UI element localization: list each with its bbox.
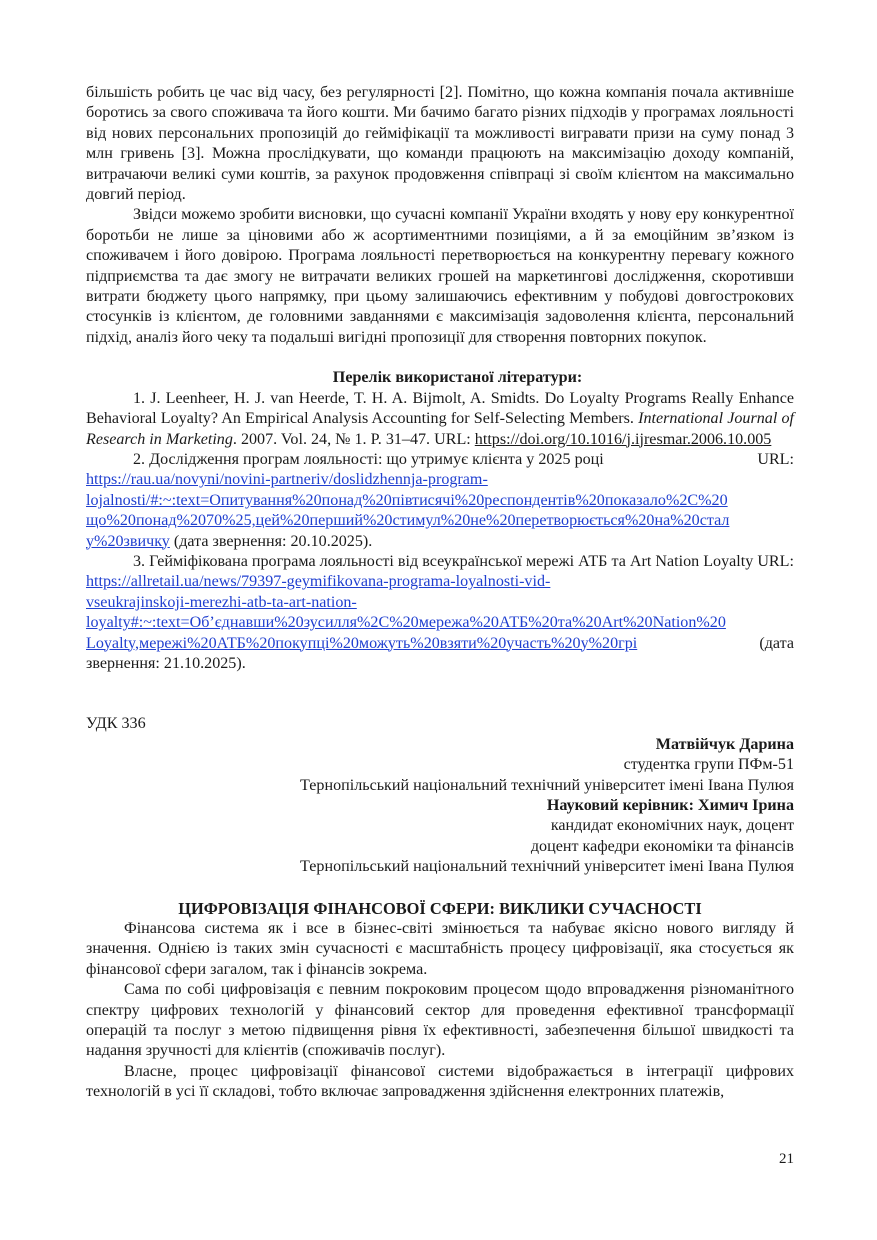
body-paragraph: Сама по собі цифровізація є певним покроковим процесом щодо впровадження різноманітного спектру цифрових технологій у фінансовий сектор для проведення ефективної трансформації операцій та послуг з метою підвищення рівня їх ефективності, забезпечення більшої швидкості та надання зручності для клієнтів (споживачів послуг). [86, 981, 794, 1060]
body-paragraph: Фінансова система як і все в бізнес-світі змінюється та набуває якісно нового вигляду й значення. Однією із таких змін сучасності є масштабність процесу цифровізації, яка стосується як фінансової сфери загалом, так і фінансів зокрема. [86, 920, 794, 978]
reference-text: 1. J. Leenheer, H. J. van Heerde, T. H. A. Bijmolt, A. Smidts. Do Loyalty Programs Really Enhance Behavioral Loyalty? An Empirical Analysis Accounting for Self-Selecting Members. [86, 389, 794, 428]
article-title: ЦИФРОВІЗАЦІЯ ФІНАНСОВОЇ СФЕРИ: ВИКЛИКИ СУЧАСНОСТІ [178, 898, 702, 918]
udc-code: УДК 336 [86, 715, 146, 733]
reference-text: 3. Гейміфікована програма лояльності від всеукраїнської мережі АТБ та Art Nation Loyalty [133, 552, 754, 570]
body-paragraph: більшість робить це час від часу, без регулярності [2]. Помітно, що кожна компанія почала активніше боротись за свого споживача та його кошти. Ми бачимо багато різних підходів у програмах лояльності від нових персональних пропозицій до гейміфікації та можливості вигравати призи на суму понад 3 млн гривень [3]. Можна прослідкувати, що команди працюють на максимізацію доходу компаній, витрачаючи великі суми коштів, за рахунок продовження співпраці зі своїм клієнтом на максимально довгий період. [86, 84, 794, 204]
link-line: у%20звичку [86, 532, 170, 550]
author-position: студентка групи ПФм-51 [623, 756, 794, 774]
reference-link[interactable]: https://doi.org/10.1016/j.ijresmar.2006.10.005 [474, 430, 772, 448]
reference-item-2 [86, 450, 794, 470]
body-paragraph: Звідси можемо зробити висновки, що сучасні компанії України входять у нову еру конкурентної боротьби не лише за ціновими або ж асортиментними позиціями, а й за емоційним зв’язком із споживачем і його довірою. Програма лояльності перетворюється на конкурентну перевагу кожного підприємства та дає змогу не витрачати великих грошей на маркетингові дослідження, скоротивши витрати бюджету цього напрямку, при цьому залишаючись ефективним у побудові довгострокових стосунків із клієнтом, де головними завданнями є максимізація задоволення клієнта, персональний підхід, аналіз його чеку та подальші вигідні пропозиції для створення повторних покупок. [86, 206, 794, 346]
reference-access-date: (дата звернення: 20.10.2025). [169, 532, 373, 550]
reference-item-1 [86, 389, 794, 450]
supervisor-position: доцент кафедри економіки та фінансів [530, 837, 794, 855]
spacer [86, 878, 794, 899]
reference-link[interactable]: https://allretail.ua/news/79397-geymifikovana-programa-loyalnosti-vid- [86, 573, 551, 591]
spacer [86, 348, 794, 368]
reference-item-2-url [86, 470, 794, 552]
supervisor-degree: кандидат економічних наук, доцент [550, 817, 794, 835]
reference-journal: International Journal of Research in Marketing [86, 410, 794, 448]
spacer [86, 674, 794, 714]
link-line: https://rau.ua/novyni/novini-partneriv/doslidzhennja-program- [86, 471, 488, 489]
reference-item-3-url [86, 593, 794, 654]
reference-access-date-prefix: (дата [759, 634, 794, 652]
supervisor-university: Тернопільський національний технічний університет імені Івана Пулюя [300, 858, 794, 876]
reference-url-label: URL: [757, 450, 794, 468]
page-number: 21 [779, 1151, 794, 1167]
document-page [86, 83, 794, 1103]
reference-access-date: звернення: 21.10.2025). [86, 654, 246, 672]
supervisor-name: Науковий керівник: Химич Ірина [546, 797, 794, 814]
reference-item-3 [86, 552, 794, 593]
reference-text: 2. Дослідження програм лояльності: що утримує клієнта у 2025 році [133, 450, 604, 468]
link-line: vseukrajinskoji-merezhi-atb-ta-art-nation- [86, 593, 357, 611]
link-line: що%20понад%2070%25,цей%20перший%20стимул%20не%20перетворюється%20на%20стал [86, 512, 730, 530]
reference-url-label: URL: [757, 552, 794, 570]
body-paragraph: Власне, процес цифровізації фінансової системи відображається в інтеграції цифрових технологій в усі її складові, тобто включає запровадження здійснення електронних платежів, [86, 1062, 794, 1101]
reference-text: . 2007. Vol. 24, № 1. P. 31–47. URL: [232, 430, 471, 448]
author-name: Матвійчук Дарина [655, 735, 794, 753]
link-line: loyalty#:~:text=Об’єднавши%20зусилля%2C%20мережа%20АТБ%20та%20Art%20Nation%20 [86, 614, 726, 632]
reference-link[interactable] [86, 594, 726, 652]
link-line: Loyalty,мережі%20АТБ%20покупці%20можуть%20взяти%20участь%20у%20грі [86, 634, 638, 652]
link-line: lojalnosti/#:~:text=Опитування%20понад%20півтисячі%20респондентів%20показало%2C%20 [86, 491, 728, 509]
author-university: Тернопільський національний технічний університет імені Івана Пулюя [300, 776, 794, 794]
references-heading: Перелік використаної літератури: [332, 369, 583, 387]
